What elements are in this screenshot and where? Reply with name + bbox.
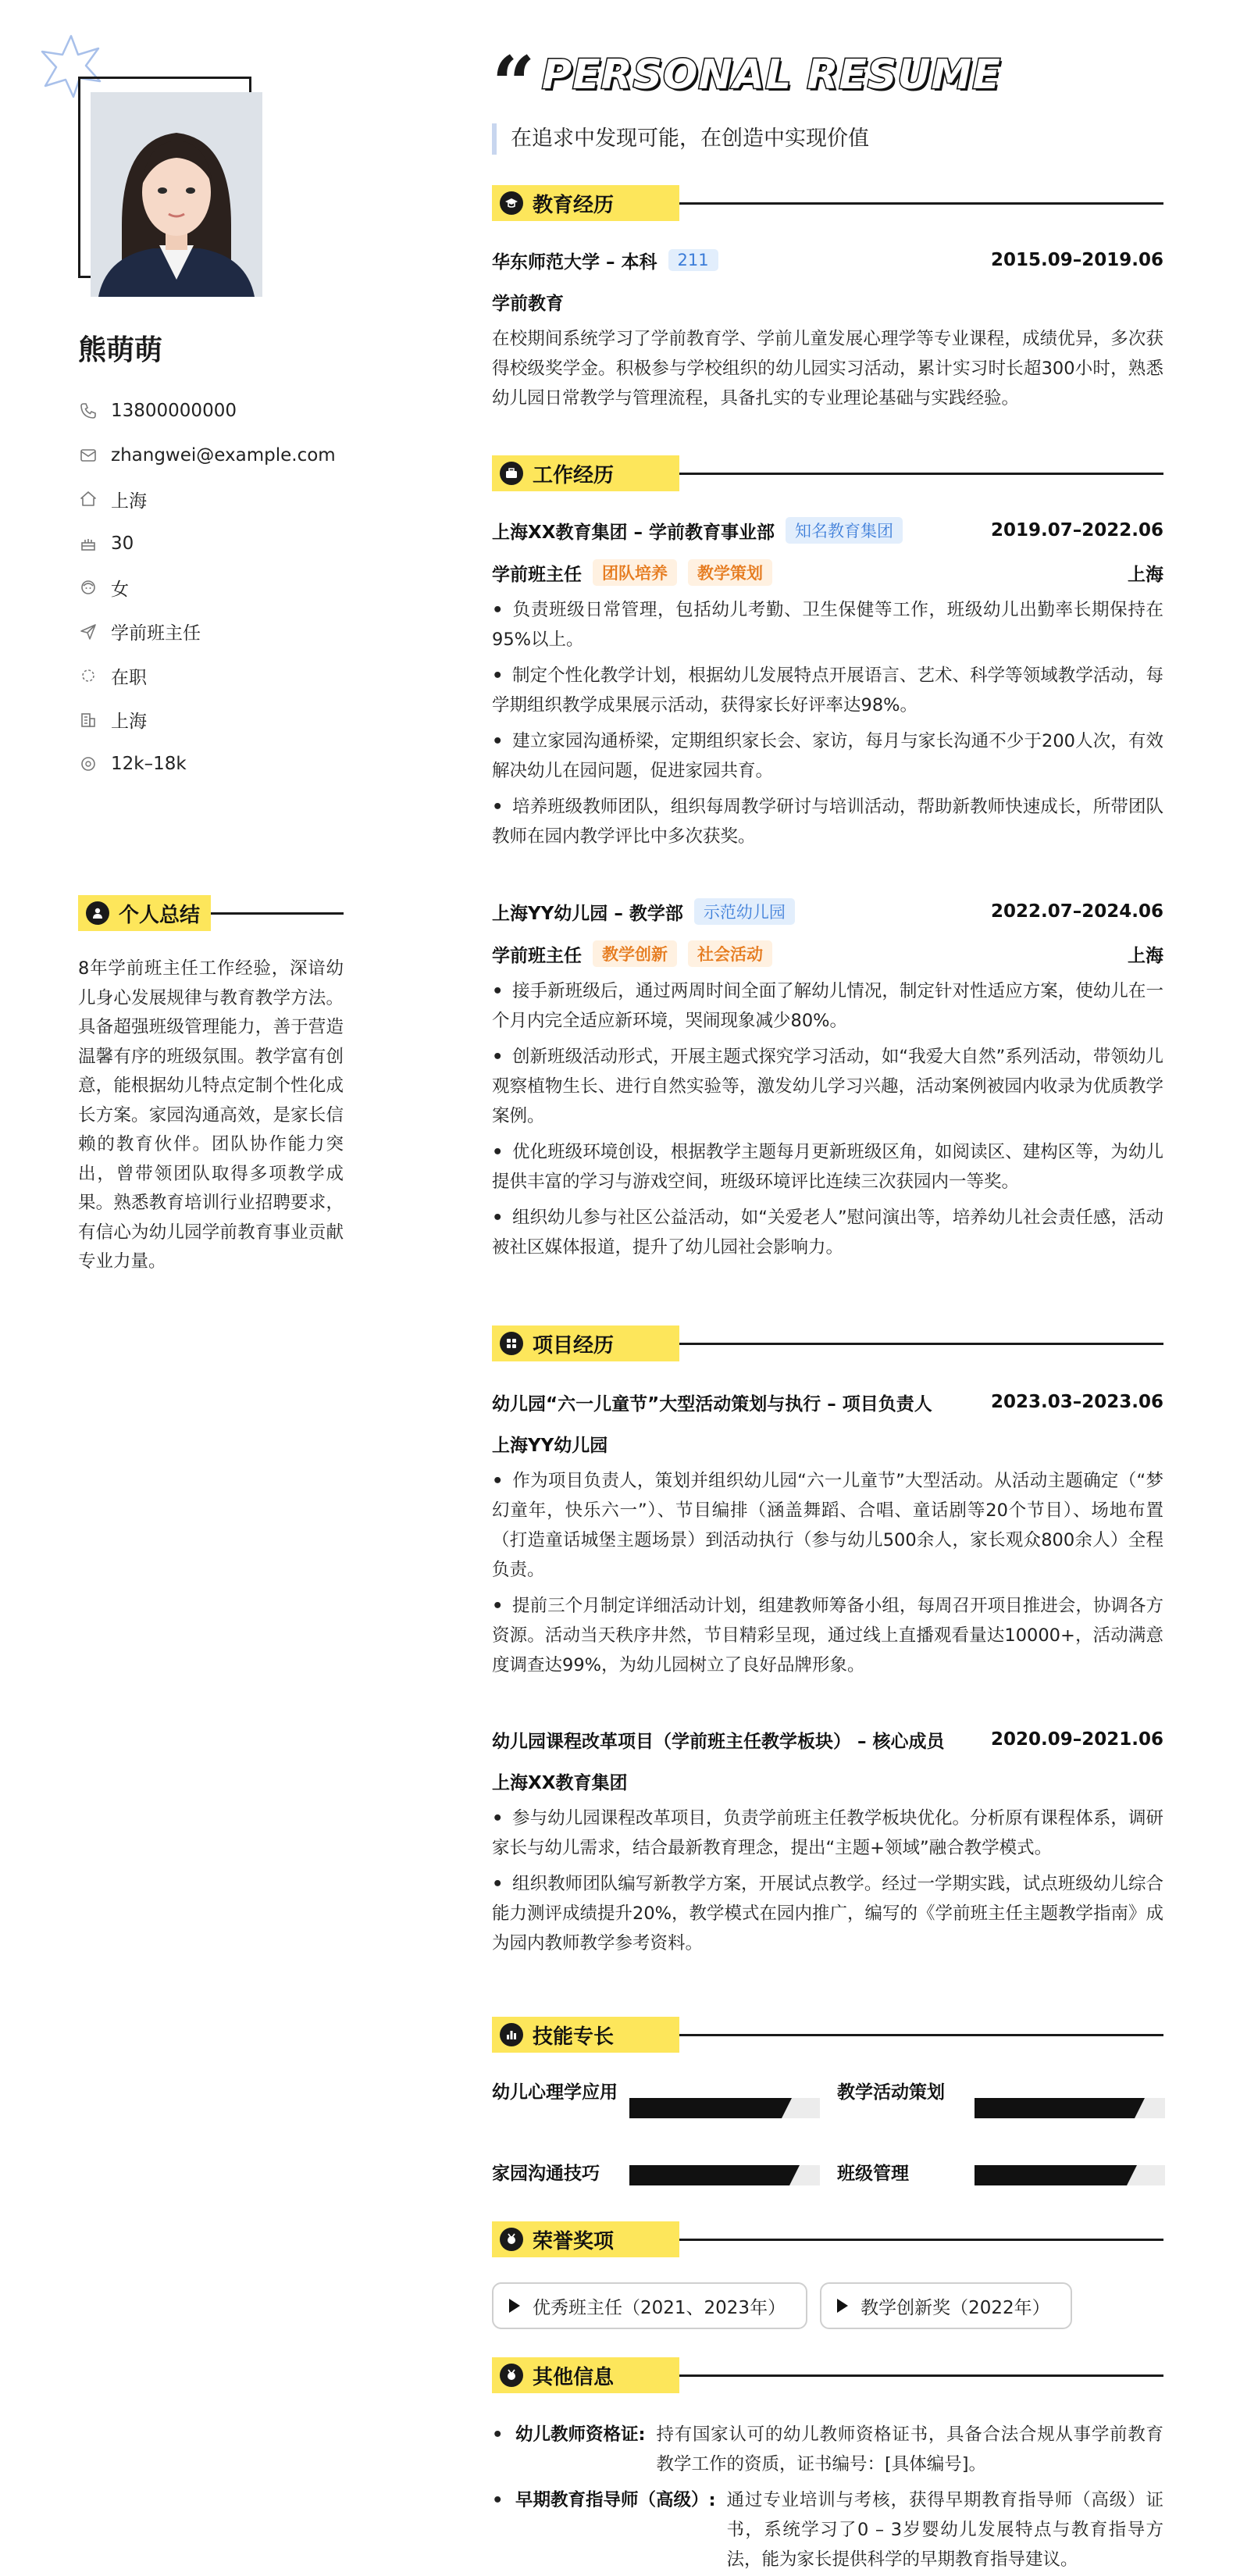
job-bullet: • 负责班级日常管理，包括幼儿考勤、卫生保健等工作，班级幼儿出勤率长期保持在95%以上。 (492, 595, 1163, 655)
info-status-value: 在职 (111, 667, 147, 688)
project-bullet: • 提前三个月制定详细活动计划，组建教师筹备小组，每周召开项目推进会，协调各方资源。活动当天秩序井然，节目精彩呈现，通过线上直播观看量达10000+，活动满意度调查达99%，为幼儿园树立了良好品牌形象。 (492, 1591, 1163, 1680)
skill-bar-fill (975, 2098, 1135, 2118)
info-phone (78, 389, 406, 433)
honors-title-tag (492, 2221, 679, 2257)
skill-item (837, 2159, 1165, 2206)
skill-bar-fill (975, 2165, 1127, 2185)
skill-name: 班级管理 (837, 2164, 909, 2184)
other-info-item: • 幼儿教师资格证: 持有国家认可的幼儿教师资格证书，具备合法合规从事学前教育教学工作的资质，证书编号：[具体编号]。 (492, 2420, 1163, 2479)
skill-bar (975, 2098, 1165, 2118)
job-location: 上海 (1128, 945, 1163, 966)
candidate-name: 熊萌萌 (78, 334, 163, 366)
skills-title-tag (492, 2017, 679, 2053)
skill-bar (629, 2098, 820, 2118)
job-tag: 教学创新 (593, 940, 677, 967)
summary-text: 8年学前班主任工作经验，深谙幼儿身心发展规律与教育教学方法。具备超强班级管理能力，善于营造温馨有序的班级氛围。教学富有创意，能根据幼儿特点定制个性化成长方案。家园沟通高效，是家长信赖的教育伙伴。团队协作能力突出，曾带领团队取得多项教学成果。熟悉教育培训行业招聘要求，有信心为幼儿园学前教育事业贡献专业力量。 (78, 958, 344, 1272)
job-company: 上海XX教育集团 – 学前教育事业部 (492, 522, 775, 543)
resume-subtitle: 在追求中发现可能，在创造中实现价值 (492, 123, 869, 155)
section-divider-line (679, 473, 1163, 475)
job-bullet: • 培养班级教师团队，组织每周教学研讨与培训活动，帮助新教师快速成长，所带团队教师在园内教学评比中多次获奖。 (492, 792, 1163, 851)
star-badge-icon (500, 2364, 523, 2387)
projects-section-header (492, 1325, 1163, 1361)
job-company-badge: 知名教育集团 (786, 517, 903, 544)
resume-header (492, 40, 1195, 128)
project-entry-1 (492, 1389, 1163, 1680)
info-status (78, 654, 406, 698)
other-info-list (492, 2420, 1163, 2576)
job-date: 2019.07–2022.06 (990, 520, 1163, 541)
education-section-header (492, 185, 1163, 221)
skill-item (492, 2078, 820, 2125)
mail-icon (78, 445, 98, 466)
job-entry-2 (492, 898, 1163, 1262)
project-org: 上海YY幼儿园 (492, 1436, 608, 1456)
skill-name: 家园沟通技巧 (492, 2164, 600, 2184)
job-tag: 教学策划 (688, 559, 772, 586)
honor-item (492, 2282, 807, 2329)
job-bullet: • 组织幼儿参与社区公益活动，如“关爱老人”慰问演出等，培养幼儿社会责任感，活动被社区媒体报道，提升了幼儿园社会影响力。 (492, 1203, 1163, 1262)
section-divider-line (679, 2034, 1163, 2036)
info-position-value: 学前班主任 (111, 623, 201, 644)
education-title: 教育经历 (533, 193, 615, 217)
project-entry-2 (492, 1726, 1163, 1958)
quote-mark-icon: “ (492, 40, 536, 128)
job-company-badge: 示范幼儿园 (694, 898, 795, 925)
project-bullet: • 组织教师团队编写新教学方案，开展试点教学。经过一学期实践，试点班级幼儿综合能力测评成绩提升20%，教学模式在园内推广，编写的《学前班主任主题教学指南》成为园内教师教学参考资料。 (492, 1869, 1163, 1958)
grid-icon (500, 1332, 523, 1355)
summary-title: 个人总结 (119, 903, 201, 927)
info-city (78, 698, 406, 743)
graduation-cap-icon (500, 191, 523, 215)
info-salary-value: 12k–18k (111, 754, 187, 775)
job-entry-1 (492, 517, 1163, 851)
section-divider-line (679, 202, 1163, 205)
skill-bar (975, 2165, 1165, 2185)
other-info-key: 幼儿教师资格证: (515, 2424, 646, 2445)
other-info-value: 持有国家认可的幼儿教师资格证书，具备合法合规从事学前教育教学工作的资质，证书编号：[具体编号]。 (656, 2424, 1163, 2474)
send-icon (78, 622, 98, 642)
medal-icon (500, 2228, 523, 2251)
info-email-value: zhangwei@example.com (111, 444, 336, 466)
profile-photo (91, 92, 262, 297)
job-bullet: • 创新班级活动形式，开展主题式探究学习活动，如“我爱大自然”系列活动，带领幼儿观察植物生长、进行自然实验等，激发幼儿学习兴趣，活动案例被园内收录为优质教学案例。 (492, 1042, 1163, 1131)
job-bullet: • 建立家园沟通桥梁，定期组织家长会、家访，每月与家长沟通不少于200人次，有效解决幼儿在园问题，促进家园共育。 (492, 726, 1163, 786)
honors-section-header (492, 2221, 1163, 2257)
section-divider-line (679, 2374, 1163, 2377)
education-date: 2015.09–2019.06 (990, 250, 1163, 270)
project-name: 幼儿园课程改革项目（学前班主任教学板块） – 核心成员 (492, 1731, 945, 1752)
job-date: 2022.07–2024.06 (990, 901, 1163, 922)
salary-icon (78, 754, 98, 774)
education-description: 在校期间系统学习了学前教育学、学前儿童发展心理学等专业课程，成绩优异，多次获得校级奖学金。积极参与学校组织的幼儿园实习活动，累计实习时长超300小时，熟悉幼儿园日常教学与管理流程，具备扎实的专业理论基础与实践经验。 (492, 329, 1163, 409)
info-location-value: 上海 (111, 491, 147, 512)
info-city-value: 上海 (111, 712, 147, 733)
section-divider-line (679, 2239, 1163, 2241)
education-school: 华东师范大学 – 本科 (492, 252, 657, 273)
briefcase-icon (500, 462, 523, 485)
other-title-tag (492, 2357, 679, 2393)
section-divider-line (211, 912, 344, 915)
info-salary (78, 742, 406, 787)
education-badge: 211 (668, 249, 718, 271)
project-bullet: • 作为项目负责人，策划并组织幼儿园“六一儿童节”大型活动。从活动主题确定（“梦幻童年，快乐六一”）、节目编排（涵盖舞蹈、合唱、童话剧等20个节目）、场地布置（打造童话城堡主题场景）到活动执行（参与幼儿500余人，家长观众800余人）全程负责。 (492, 1466, 1163, 1585)
job-tag: 社会活动 (688, 940, 772, 967)
project-name: 幼儿园“六一儿童节”大型活动策划与执行 – 项目负责人 (492, 1393, 932, 1415)
phone-icon (78, 401, 98, 421)
info-email (78, 433, 406, 478)
info-gender (78, 566, 406, 610)
cake-icon (78, 533, 98, 554)
other-info-item: • 早期教育指导师（高级）: 通过专业培训与考核，获得早期教育指导师（高级）证书，系统学习了0 – 3岁婴幼儿发展特点与教育指导方法，能为家长提供科学的早期教育指导建议。 (492, 2485, 1163, 2574)
work-title-tag (492, 455, 679, 491)
skill-name: 幼儿心理学应用 (492, 2082, 618, 2103)
other-section-header (492, 2357, 1163, 2393)
job-location: 上海 (1128, 564, 1163, 585)
projects-title-tag (492, 1325, 679, 1361)
job-bullet: • 接手新班级后，通过两周时间全面了解幼儿情况，制定针对性适应方案，使幼儿在一个月内完全适应新环境，哭闹现象减少80%。 (492, 976, 1163, 1036)
skills-title: 技能专长 (533, 2025, 615, 2049)
honor-label: 教学创新奖（2022年） (861, 2297, 1050, 2318)
skills-section-header (492, 2017, 1163, 2053)
job-bullet: • 制定个性化教学计划，根据幼儿发展特点开展语言、艺术、科学等领域教学活动，每学期组织教学成果展示活动，获得家长好评率达98%。 (492, 661, 1163, 720)
honors-title: 荣誉奖项 (533, 2229, 615, 2253)
honors-list (492, 2282, 1072, 2329)
project-bullet: • 参与幼儿园课程改革项目，负责学前班主任教学板块优化。分析原有课程体系，调研家长与幼儿需求，结合最新教育理念，提出“主题+领域”融合教学模式。 (492, 1804, 1163, 1863)
job-bullet: • 优化班级环境创设，根据教学主题每月更新班级区角，如阅读区、建构区等，为幼儿提供丰富的学习与游戏空间，班级环境评比连续三次获园内一等奖。 (492, 1137, 1163, 1197)
honor-label: 优秀班主任（2021、2023年） (533, 2297, 786, 2318)
bar-chart-icon (500, 2023, 523, 2046)
project-date: 2023.03–2023.06 (990, 1392, 1163, 1412)
info-age (78, 522, 406, 566)
job-role: 学前班主任 (492, 564, 582, 585)
status-icon (78, 665, 98, 686)
left-column (0, 0, 422, 2576)
job-tag: 团队培养 (593, 559, 677, 586)
info-phone-value: 13800000000 (111, 401, 237, 422)
other-info-value: 通过专业培训与考核，获得早期教育指导师（高级）证书，系统学习了0 – 3岁婴幼儿发展特点与教育指导方法，能为家长提供科学的早期教育指导建议。 (726, 2490, 1163, 2570)
skill-item (492, 2159, 820, 2206)
person-icon (86, 901, 109, 925)
projects-title: 项目经历 (533, 1333, 615, 1358)
summary-title-tag (78, 895, 211, 931)
resume-title: PERSONAL RESUME (542, 52, 1001, 98)
section-divider-line (679, 1343, 1163, 1345)
home-icon (78, 489, 98, 509)
gender-icon (78, 577, 98, 598)
work-title: 工作经历 (533, 463, 615, 487)
skill-item (837, 2078, 1165, 2125)
education-title-tag (492, 185, 679, 221)
job-role: 学前班主任 (492, 945, 582, 966)
skill-bar (629, 2165, 820, 2185)
summary-section-header (78, 895, 344, 931)
contact-info-list (78, 389, 406, 787)
honor-item (820, 2282, 1072, 2329)
education-major: 学前教育 (492, 294, 564, 314)
project-date: 2020.09–2021.06 (990, 1729, 1163, 1750)
skill-bar-fill (629, 2165, 789, 2185)
info-position (78, 610, 406, 655)
job-company: 上海YY幼儿园 – 教学部 (492, 903, 683, 924)
other-title: 其他信息 (533, 2365, 615, 2389)
play-triangle-icon (509, 2299, 520, 2313)
building-icon (78, 710, 98, 730)
work-section-header (492, 455, 1163, 491)
play-triangle-icon (837, 2299, 848, 2313)
info-gender-value: 女 (111, 579, 129, 600)
skill-bar-fill (629, 2098, 782, 2118)
info-age-value: 30 (111, 533, 134, 554)
education-entry (492, 247, 1163, 413)
skill-name: 教学活动策划 (837, 2082, 945, 2103)
other-info-key: 早期教育指导师（高级）: (515, 2490, 716, 2510)
info-location (78, 477, 406, 522)
project-org: 上海XX教育集团 (492, 1773, 628, 1793)
